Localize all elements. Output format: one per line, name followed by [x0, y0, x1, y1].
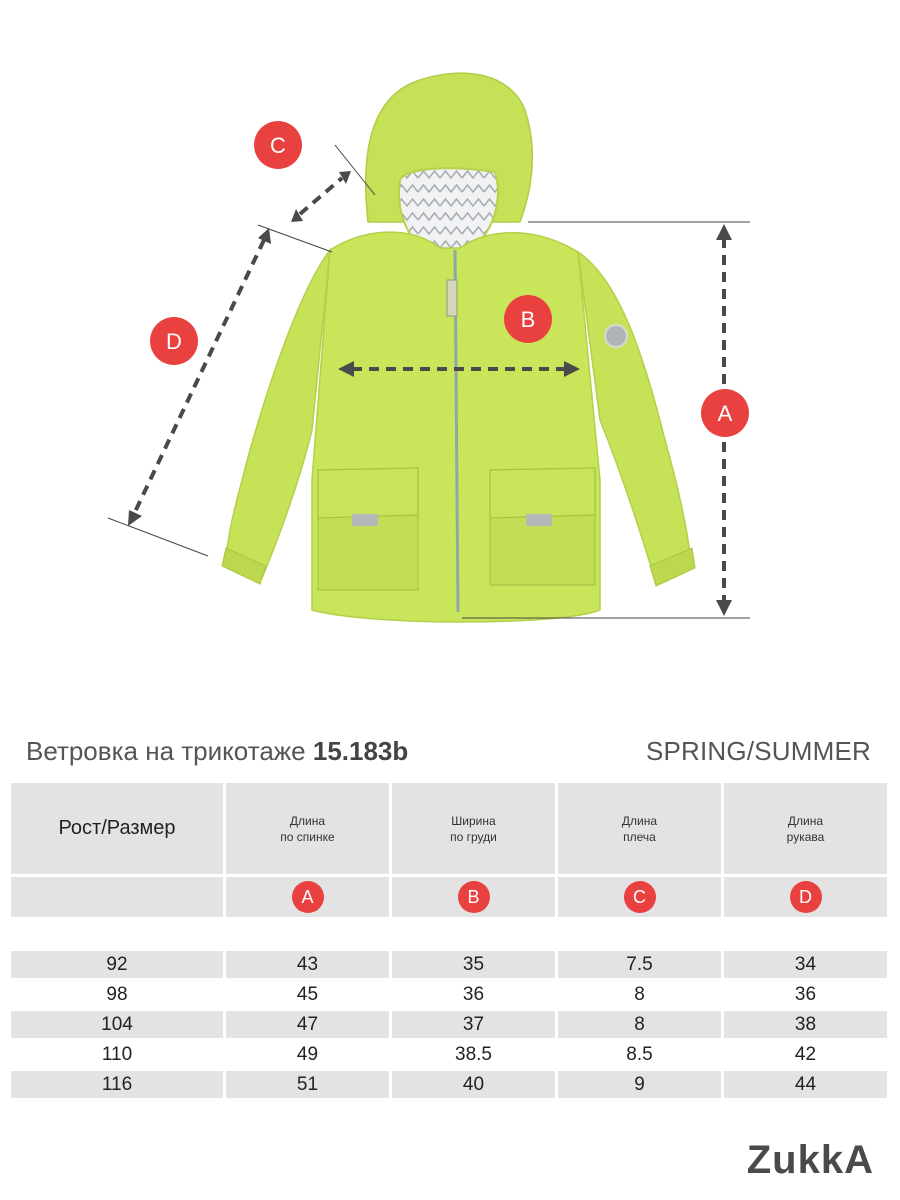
value-cell: 37 [392, 1011, 555, 1038]
value-cell: 35 [392, 951, 555, 978]
value-cell: 40 [392, 1071, 555, 1098]
header-col-c-line2: плеча [623, 829, 656, 844]
product-title [26, 736, 408, 767]
marker-a [701, 389, 749, 437]
value-cell: 7.5 [558, 951, 721, 978]
badge-cell-d [724, 877, 887, 917]
svg-text:A: A [717, 401, 733, 426]
badge-row-empty [11, 877, 223, 917]
size-cell: 116 [11, 1071, 223, 1098]
header-col-c-line1: Длина [621, 813, 658, 828]
value-cell: 34 [724, 951, 887, 978]
header-size [11, 783, 223, 874]
header-col-a-line1: Длина [289, 813, 326, 828]
svg-text:C: C [270, 133, 286, 158]
size-cell: 98 [106, 983, 128, 1005]
badge-b: B [458, 881, 490, 913]
header-size-label: Рост/Размер [58, 817, 176, 839]
value-cell: 36 [462, 983, 485, 1005]
value-cell: 38 [724, 1011, 887, 1038]
header-col-c [558, 783, 721, 874]
value-cell: 8.5 [626, 1043, 653, 1065]
header-col-b-line1: Ширина [451, 813, 496, 828]
header-col-d [724, 783, 887, 874]
badge-d: D [790, 881, 822, 913]
marker-b [504, 295, 552, 343]
value-cell: 8 [558, 1011, 721, 1038]
badge-c: C [624, 881, 656, 913]
badge-a: A [292, 881, 324, 913]
header-col-a [226, 783, 389, 874]
brand-logo: ZukkA [746, 1138, 874, 1182]
value-cell: 9 [558, 1071, 721, 1098]
svg-text:D: D [166, 329, 182, 354]
value-cell: 43 [226, 951, 389, 978]
value-cell: 44 [724, 1071, 887, 1098]
value-cell: 45 [296, 983, 319, 1005]
value-cell: 47 [226, 1011, 389, 1038]
header-col-a-line2: по спинке [280, 829, 335, 844]
header-col-d-line1: Длина [787, 813, 824, 828]
value-cell: 36 [794, 983, 817, 1005]
size-cell: 110 [101, 1043, 133, 1065]
header-col-d-line2: рукава [786, 829, 825, 844]
badge-cell-b [392, 877, 555, 917]
value-cell: 42 [794, 1043, 817, 1065]
header-col-b-line2: по груди [450, 829, 497, 844]
value-cell: 38.5 [455, 1043, 492, 1065]
marker-c [254, 121, 302, 169]
season-label: SPRING/SUMMER [645, 736, 871, 766]
badge-cell-a [226, 877, 389, 917]
svg-text:B: B [520, 307, 536, 332]
title-row [26, 736, 871, 772]
header-col-b [392, 783, 555, 874]
value-cell: 8 [634, 983, 645, 1005]
badge-cell-c [558, 877, 721, 917]
arrow-c [300, 178, 342, 214]
product-code: 15.183b [312, 736, 409, 766]
marker-d [150, 317, 198, 365]
value-cell: 51 [226, 1071, 389, 1098]
size-cell: 92 [11, 951, 223, 978]
size-cell: 104 [11, 1011, 223, 1038]
value-cell: 49 [296, 1043, 319, 1065]
product-title-prefix: Ветровка на трикотаже [26, 736, 313, 766]
